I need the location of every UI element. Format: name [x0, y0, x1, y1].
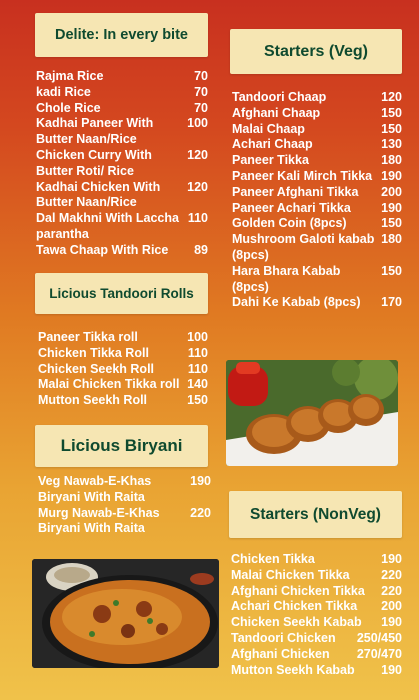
- menu-item-row: [232, 185, 402, 201]
- menu-item-name: Paneer Tikka roll: [38, 330, 138, 344]
- starters-veg-list: [232, 90, 402, 311]
- menu-item-row: [231, 584, 402, 600]
- menu-item-name: Dal Makhni With Laccha parantha: [36, 211, 179, 241]
- menu-item-row: [38, 393, 208, 409]
- menu-item-row: [232, 153, 402, 169]
- menu-item-row: [232, 216, 402, 232]
- menu-item-name: Chicken Curry With Butter Roti/ Rice: [36, 147, 152, 178]
- menu-item-price: 220: [190, 505, 211, 520]
- menu-item-row: [38, 474, 211, 506]
- menu-item-price: 70: [194, 84, 208, 99]
- menu-item-price: 170: [381, 295, 402, 310]
- menu-item-row: [38, 346, 208, 362]
- menu-item-name: Chicken Seekh Roll: [38, 361, 155, 376]
- menu-item-row: [36, 211, 208, 243]
- menu-item-name: Tandoori Chicken: [231, 630, 336, 645]
- menu-item-row: [36, 180, 208, 212]
- biryani-title: Licious Biryani: [60, 436, 183, 455]
- menu-item-row: [232, 232, 402, 264]
- menu-item-price: 89: [194, 242, 208, 257]
- menu-item-name: Mushroom Galoti kabab (8pcs): [232, 232, 375, 262]
- menu-item-name: Golden Coin (8pcs): [232, 216, 347, 231]
- menu-item-row: [232, 137, 402, 153]
- menu-item-name: Kadhai Chicken With Butter Naan/Rice: [36, 179, 161, 210]
- biryani-photo: [32, 559, 219, 668]
- delite-list: [36, 69, 208, 259]
- menu-item-row: [232, 264, 402, 296]
- menu-item-row: [231, 615, 402, 631]
- rolls-title: Licious Tandoori Rolls: [49, 286, 194, 301]
- menu-item-name: Mutton Seekh Roll: [38, 393, 148, 408]
- menu-item-row: [231, 663, 402, 679]
- starters-veg-header: [230, 29, 402, 74]
- menu-item-row: [38, 377, 208, 393]
- biryani-image: [32, 559, 219, 668]
- menu-item-price: 130: [381, 137, 402, 152]
- menu-item-price: 150: [381, 216, 402, 231]
- menu-item-row: [36, 116, 208, 148]
- kabab-photo: [226, 360, 398, 466]
- menu-item-name: Malai Chaap: [232, 121, 305, 136]
- menu-item-name: Chole Rice: [36, 100, 101, 115]
- menu-item-row: [36, 148, 208, 180]
- menu-item-price: 110: [187, 361, 208, 376]
- menu-item-row: [231, 552, 402, 568]
- menu-item-price: 220: [381, 583, 402, 598]
- menu-item-price: 150: [381, 121, 402, 136]
- menu-item-price: 120: [381, 90, 402, 104]
- menu-item-row: [232, 90, 402, 106]
- biryani-list: [38, 474, 211, 537]
- menu-item-price: 70: [194, 100, 208, 115]
- menu-item-price: 190: [381, 552, 402, 566]
- menu-item-price: 190: [381, 200, 402, 215]
- menu-item-name: Malai Chicken Tikka: [231, 567, 350, 582]
- rolls-header: [35, 273, 208, 314]
- menu-item-name: Achari Chicken Tikka: [231, 599, 358, 614]
- menu-item-row: [231, 599, 402, 615]
- menu-item-price: 200: [381, 599, 402, 614]
- menu-item-name: Mutton Seekh Kabab: [231, 662, 355, 677]
- starters-nonveg-title: Starters (NonVeg): [250, 505, 381, 523]
- menu-item-row: [36, 69, 208, 85]
- menu-item-price: 190: [190, 474, 211, 488]
- menu-item-name: Dahi Ke Kabab (8pcs): [232, 295, 361, 310]
- menu-item-price: 200: [381, 184, 402, 199]
- menu-item-price: 110: [187, 345, 208, 360]
- rolls-list: [38, 330, 208, 409]
- menu-item-price: 100: [187, 330, 208, 344]
- menu-item-name: Tandoori Chaap: [232, 90, 327, 104]
- menu-item-price: 270/470: [356, 646, 402, 661]
- menu-item-name: Hara Bhara Kabab (8pcs): [232, 263, 341, 294]
- menu-item-name: Paneer Afghani Tikka: [232, 184, 359, 199]
- menu-item-price: 120: [187, 147, 208, 162]
- menu-item-row: [232, 295, 402, 311]
- menu-item-row: [232, 169, 402, 185]
- starters-nonveg-header: [229, 491, 402, 538]
- menu-item-row: [36, 85, 208, 101]
- menu-item-price: 250/450: [356, 630, 402, 645]
- menu-item-name: Paneer Tikka: [232, 153, 309, 168]
- menu-item-price: 150: [381, 263, 402, 278]
- menu-item-price: 190: [381, 168, 402, 183]
- menu-item-price: 180: [381, 232, 402, 247]
- menu-item-name: Afghani Chicken: [231, 646, 330, 661]
- menu-item-row: [231, 568, 402, 584]
- menu-item-row: [38, 362, 208, 378]
- menu-item-name: Paneer Kali Mirch Tikka: [232, 168, 373, 183]
- starters-veg-title: Starters (Veg): [263, 42, 369, 60]
- menu-item-row: [232, 201, 402, 217]
- menu-item-row: [36, 243, 208, 259]
- menu-item-price: 190: [381, 662, 402, 677]
- menu-item-row: [232, 122, 402, 138]
- menu-item-price: 220: [381, 567, 402, 582]
- menu-item-name: Afghani Chicken Tikka: [231, 583, 365, 598]
- delite-title: Delite: In every bite: [55, 27, 188, 43]
- menu-item-name: Chicken Tikka: [231, 552, 315, 566]
- menu-item-name: Tawa Chaap With Rice: [36, 242, 169, 257]
- menu-item-price: 120: [187, 179, 208, 194]
- menu-item-name: Chicken Tikka Roll: [38, 345, 149, 360]
- menu-item-name: kadi Rice: [36, 84, 91, 99]
- menu-item-price: 100: [187, 116, 208, 131]
- menu-item-row: [231, 647, 402, 663]
- starters-nonveg-list: [231, 552, 402, 678]
- menu-item-price: 190: [381, 615, 402, 630]
- menu-item-row: [231, 631, 402, 647]
- menu-item-price: 150: [381, 105, 402, 120]
- menu-item-name: Paneer Achari Tikka: [232, 200, 351, 215]
- menu-item-name: Murg Nawab-E-Khas Biryani With Raita: [38, 505, 160, 536]
- menu-item-row: [232, 106, 402, 122]
- menu-item-name: Veg Nawab-E-Khas Biryani With Raita: [38, 474, 152, 504]
- menu-item-name: Chicken Seekh Kabab: [231, 615, 362, 630]
- menu-item-price: 110: [187, 211, 208, 226]
- kabab-image: [226, 360, 398, 466]
- menu-item-price: 180: [381, 153, 402, 168]
- menu-item-row: [38, 330, 208, 346]
- menu-item-name: Afghani Chaap: [232, 105, 321, 120]
- menu-item-price: 140: [187, 377, 208, 392]
- menu-item-name: Malai Chicken Tikka roll: [38, 377, 180, 392]
- menu-item-name: Rajma Rice: [36, 69, 104, 83]
- menu-item-price: 150: [187, 393, 208, 408]
- menu-item-name: Kadhai Paneer With Butter Naan/Rice: [36, 116, 154, 147]
- menu-item-row: [38, 506, 211, 538]
- menu-item-row: [36, 101, 208, 117]
- menu-item-price: 70: [194, 69, 208, 83]
- delite-header: [35, 13, 208, 57]
- biryani-header: [35, 425, 208, 467]
- menu-item-name: Achari Chaap: [232, 137, 313, 152]
